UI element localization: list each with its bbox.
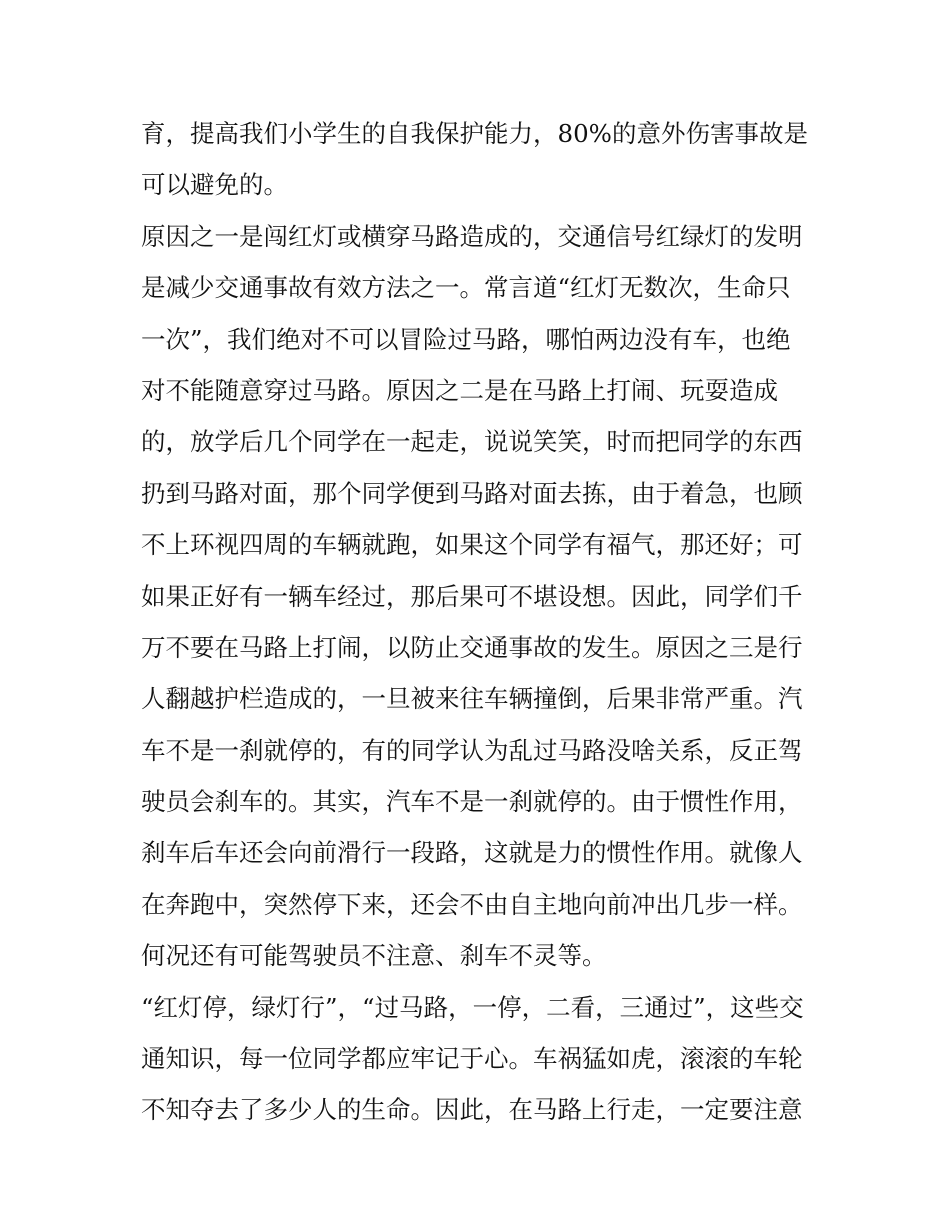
text-line: 刹车后车还会向前滑行一段路，这就是力的惯性作用。就像人 [141, 838, 803, 868]
text-line: 对不能随意穿过马路。原因之二是在马路上打闹、玩耍造成 [141, 375, 778, 405]
text-line: 可以避免的。 [141, 170, 288, 200]
text-line: “红灯停，绿灯行”，“过马路，一停，二看，三通过”，这些交 [141, 992, 804, 1022]
text-line: 育，提高我们小学生的自我保护能力，80%的意外伤害事故是 [141, 119, 808, 148]
text-line: 扔到马路对面，那个同学便到马路对面去拣，由于着急，也顾 [141, 478, 803, 508]
text-line: 何况还有可能驾驶员不注意、刹车不灵等。 [141, 941, 607, 971]
text-line: 一次”，我们绝对不可以冒险过马路，哪怕两边没有车，也绝 [141, 324, 791, 354]
document-body-text [141, 108, 821, 1136]
text-line: 驶员会刹车的。其实，汽车不是一刹就停的。由于惯性作用， [141, 787, 803, 817]
text-line: 是减少交通事故有效方法之一。常言道“红灯无数次，生命只 [141, 273, 791, 303]
text-line: 万不要在马路上打闹，以防止交通事故的发生。原因之三是行 [141, 632, 803, 662]
text-line: 如果正好有一辆车经过，那后果可不堪设想。因此，同学们千 [141, 581, 803, 611]
text-line: 不知夺去了多少人的生命。因此，在马路上行走，一定要注意 [141, 1095, 803, 1125]
text-line: 通知识，每一位同学都应牢记于心。车祸猛如虎，滚滚的车轮 [141, 1044, 803, 1074]
text-line: 不上环视四周的车辆就跑，如果这个同学有福气，那还好；可 [141, 530, 803, 560]
text-line: 的，放学后几个同学在一起走，说说笑笑，时而把同学的东西 [141, 427, 803, 457]
text-line: 原因之一是闯红灯或横穿马路造成的，交通信号红绿灯的发明 [141, 221, 803, 251]
text-line: 在奔跑中，突然停下来，还会不由自主地向前冲出几步一样。 [141, 889, 803, 919]
text-line: 人翻越护栏造成的，一旦被来往车辆撞倒，后果非常严重。汽 [141, 684, 803, 714]
text-line: 车不是一刹就停的，有的同学认为乱过马路没啥关系，反正驾 [141, 735, 803, 765]
